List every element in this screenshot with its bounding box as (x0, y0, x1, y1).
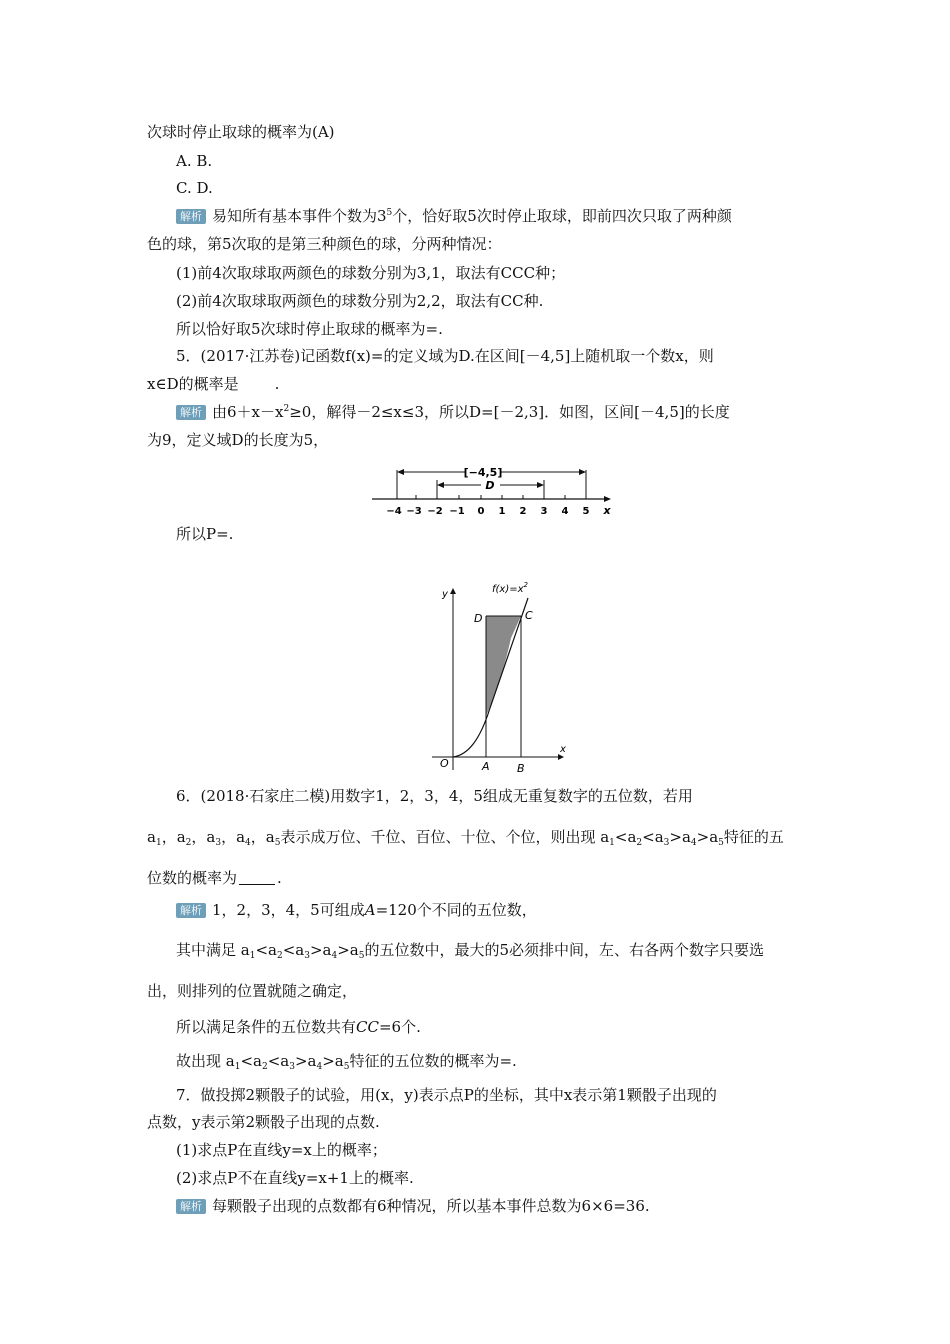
q5-stem-line1: 5．(2017·江苏卷)记函数f(x)=的定义域为D.在区间[－4,5]上随机取一个数x，则 (176, 347, 714, 365)
q6-stem-line2: $a_1$，$a_2$，$a_3$，$a_4$，$a_5$表示成万位、千位、百位、十位、个位，则出现 $a_1<a_2<a_3>a_4>a_5$特征的五 (147, 828, 784, 848)
q6-solution-line2: 其中满足 $a_1<a_2<a_3>a_4>a_5$的五位数中，最大的5必须排中间，左、右各两个数字只要选 (176, 941, 764, 961)
number-line-tick-labels (386, 506, 589, 517)
solution-tag: 解析 (176, 1199, 206, 1214)
q7-stem-line1: 7．做投掷2颗骰子的试验，用(x，y)表示点P的坐标，其中x表示第1颗骰子出现的 (176, 1086, 717, 1104)
shaded-region (486, 616, 521, 716)
q5-stem-line2: x∈D的概率是 . (147, 375, 280, 393)
point-B-label: B (517, 762, 525, 775)
q4-solution-line2: 色的球，第5次取的是第三种颜色的球，分两种情况： (147, 235, 502, 253)
axis-var-label: x (603, 504, 611, 517)
q5-solution-line2: 为9，定义域D的长度为5， (147, 431, 329, 449)
q7-part2: (2)求点P不在直线y=x+1上的概率. (176, 1169, 414, 1187)
svg-text:−3: −3 (406, 506, 422, 517)
q4-case2: (2)前4次取球取两颜色的球数分别为2,2，取法有CC种. (176, 292, 544, 310)
q6-solution-line1: 解析 1，2，3，4，5可组成A=120个不同的五位数， (176, 900, 537, 920)
svg-text:−1: −1 (449, 506, 465, 517)
q7-solution-line1: 解析 每颗骰子出现的点数都有6种情况，所以基本事件总数为6×6=36. (176, 1196, 650, 1216)
svg-text:3: 3 (540, 506, 548, 517)
q4-conclusion: 所以恰好取5次球时停止取球的概率为=. (176, 320, 443, 338)
q6-stem-line1: 6．(2018·石家庄二模)用数字1，2，3，4，5组成无重复数字的五位数，若用 (176, 787, 693, 805)
point-C-label: C (525, 609, 533, 622)
function-label: $f(x)=x^2$ (492, 581, 529, 595)
axis-arrow (604, 496, 611, 502)
q4-line1: 次球时停止取球的概率为(A) (147, 123, 335, 141)
parabola-figure (428, 580, 568, 775)
point-D-label: D (474, 612, 483, 625)
q4-case1: (1)前4次取球取两颜色的球数分别为3,1，取法有CCC种； (176, 264, 566, 282)
q6-solution-line5: 故出现 $a_1<a_2<a_3>a_4>a_5$特征的五位数的概率为=. (176, 1052, 517, 1072)
svg-text:5: 5 (582, 506, 590, 517)
q7-part1: (1)求点P在直线y=x上的概率； (176, 1141, 387, 1159)
svg-text:−2: −2 (427, 506, 443, 517)
solution-tag: 解析 (176, 903, 206, 918)
q6-solution-line4: 所以满足条件的五位数共有CC=6个. (176, 1018, 421, 1036)
q5-conclusion: 所以P=. (176, 525, 234, 543)
domain-label: D (485, 479, 495, 492)
interval-label: [−4,5] (463, 466, 503, 479)
q4-solution-line1: 解析 易知所有基本事件个数为$3^5$个，恰好取5次时停止取球，即前四次只取了两种颜 (176, 206, 732, 226)
q5-solution-line1: 解析 由$6+x-x^2\ge 0$，解得－2≤x≤3，所以D=[－2,3]．如图，区间[－4,5]的长度 (176, 402, 730, 422)
q4-options-ab: A. B. (176, 152, 213, 170)
svg-text:1: 1 (498, 506, 506, 517)
number-line-ticks (397, 495, 586, 499)
svg-text:−4: −4 (386, 506, 402, 517)
x-axis-label: x (560, 744, 566, 755)
origin-label: O (440, 757, 449, 770)
svg-text:4: 4 (561, 506, 569, 517)
svg-text:2: 2 (519, 506, 527, 517)
q6-stem-line3: 位数的概率为 . (147, 869, 282, 887)
point-A-label: A (482, 760, 490, 773)
number-line-figure (368, 458, 618, 520)
solution-tag: 解析 (176, 209, 206, 224)
q4-options-cd: C. D. (176, 179, 213, 197)
answer-blank (239, 870, 275, 885)
q7-stem-line2: 点数，y表示第2颗骰子出现的点数. (147, 1113, 380, 1131)
q6-solution-line3: 出，则排列的位置就随之确定， (147, 982, 358, 1000)
y-axis-arrow (450, 588, 456, 594)
svg-text:0: 0 (477, 506, 485, 517)
y-axis-label: y (442, 589, 448, 600)
solution-tag: 解析 (176, 405, 206, 420)
